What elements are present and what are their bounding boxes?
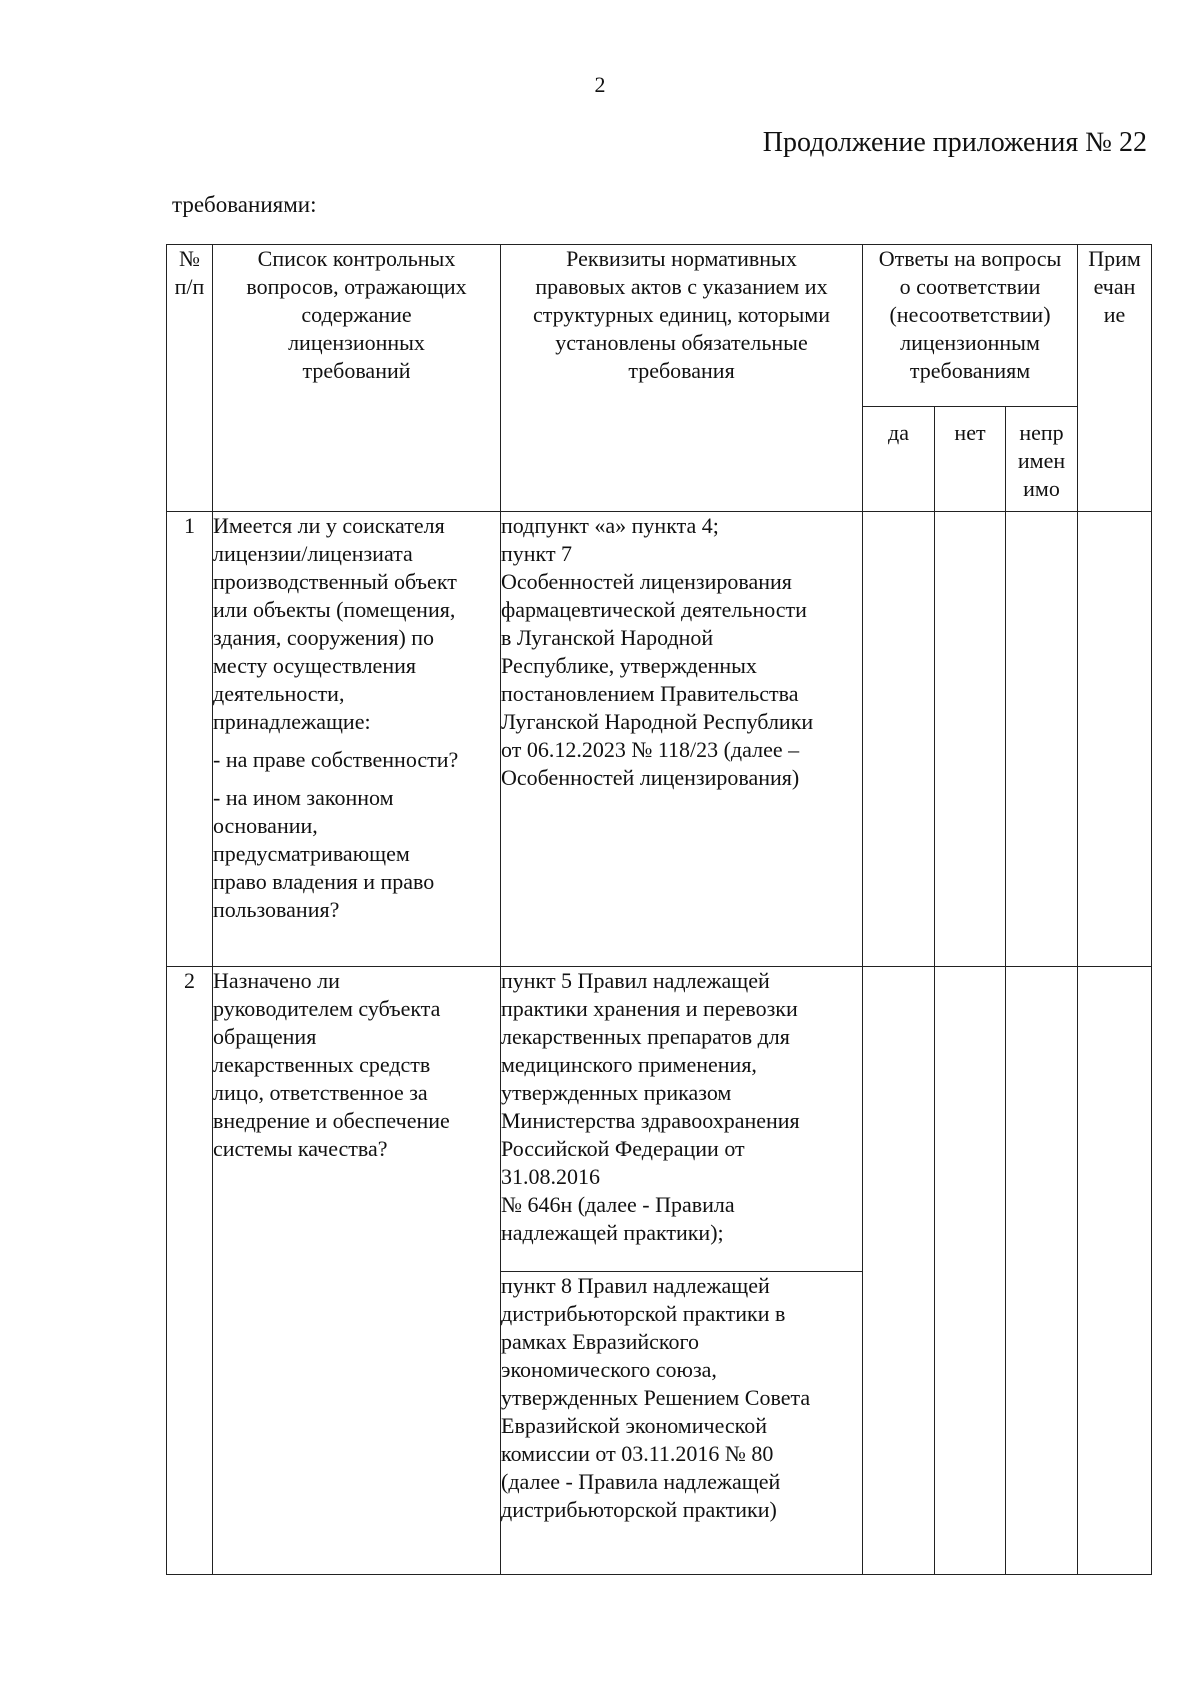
answer-na-cell[interactable] bbox=[1006, 512, 1078, 967]
intro-text: требованиями: bbox=[172, 192, 317, 217]
text-line: пользования? bbox=[213, 897, 340, 922]
header-na bbox=[1006, 407, 1078, 512]
text-line: № bbox=[179, 246, 200, 271]
text-line: подпункт «а» пункта 4; bbox=[501, 513, 719, 538]
text-line: Министерства здравоохранения bbox=[501, 1108, 800, 1133]
row-reference bbox=[501, 967, 863, 1272]
text-line: лекарственных средств bbox=[213, 1052, 431, 1077]
answer-na-cell[interactable] bbox=[1006, 967, 1078, 1575]
text-line: непр bbox=[1019, 420, 1064, 445]
text-line: Реквизиты нормативных bbox=[566, 246, 797, 271]
text-line: о соответствии bbox=[899, 274, 1041, 299]
text-line: Республике, утвержденных bbox=[501, 653, 757, 678]
text-line: руководителем субъекта bbox=[213, 996, 441, 1021]
text-line: рамках Евразийского bbox=[501, 1329, 699, 1354]
note-cell[interactable] bbox=[1078, 512, 1152, 967]
text-line: п/п bbox=[174, 274, 205, 299]
header-no: нет bbox=[935, 407, 1006, 512]
text-line: содержание bbox=[301, 302, 412, 327]
question-option bbox=[213, 746, 500, 774]
text-line: принадлежащие: bbox=[213, 709, 371, 734]
header-questions bbox=[213, 245, 501, 512]
text-line: пункт 7 bbox=[501, 541, 573, 566]
text-line: Особенностей лицензирования bbox=[501, 569, 792, 594]
text-line: дистрибьюторской практики в bbox=[501, 1301, 786, 1326]
text-line: Российской Федерации от bbox=[501, 1136, 745, 1161]
text-line: Ответы на вопросы bbox=[878, 246, 1062, 271]
text-line: имо bbox=[1023, 476, 1060, 501]
text-line: утвержденных Решением Совета bbox=[501, 1385, 811, 1410]
appendix-title: Продолжение приложения № 22 bbox=[762, 127, 1147, 158]
text-line: ие bbox=[1103, 302, 1126, 327]
text-line: 31.08.2016 bbox=[501, 1164, 600, 1189]
text-line: требования bbox=[628, 358, 735, 383]
text-line: лекарственных препаратов для bbox=[501, 1024, 790, 1049]
answer-no-cell[interactable] bbox=[935, 512, 1006, 967]
text-line: предусматривающем bbox=[213, 841, 410, 866]
text-line: обращения bbox=[213, 1024, 317, 1049]
text-line: (далее - Правила надлежащей bbox=[501, 1469, 781, 1494]
table-row bbox=[167, 512, 1152, 967]
text-line: системы качества? bbox=[213, 1136, 388, 1161]
row-question bbox=[213, 512, 501, 967]
text-line: установлены обязательные bbox=[555, 330, 808, 355]
table-row bbox=[167, 967, 1152, 1272]
text-line: требований bbox=[302, 358, 411, 383]
text-line: медицинского применения, bbox=[501, 1052, 757, 1077]
text-line: фармацевтической деятельности bbox=[501, 597, 807, 622]
text-line: структурных единиц, которыми bbox=[533, 302, 830, 327]
text-line: постановлением Правительства bbox=[501, 681, 799, 706]
text-line: право владения и право bbox=[213, 869, 435, 894]
note-cell[interactable] bbox=[1078, 967, 1152, 1575]
header-refs bbox=[501, 245, 863, 512]
text-line: или объекты (помещения, bbox=[213, 597, 456, 622]
row-question bbox=[213, 967, 501, 1575]
text-line: ечан bbox=[1093, 274, 1136, 299]
answer-no-cell[interactable] bbox=[935, 967, 1006, 1575]
text-line: комиссии от 03.11.2016 № 80 bbox=[501, 1441, 774, 1466]
text-line: Евразийской экономической bbox=[501, 1413, 767, 1438]
row-reference bbox=[501, 1272, 863, 1575]
question-option bbox=[213, 784, 500, 924]
text-line: Луганской Народной Республики bbox=[501, 709, 814, 734]
text-line: Имеется ли у соискателя bbox=[213, 513, 445, 538]
text-line: практики хранения и перевозки bbox=[501, 996, 798, 1021]
page-number: 2 bbox=[594, 72, 606, 97]
text-line: Прим bbox=[1088, 246, 1141, 271]
text-line: Назначено ли bbox=[213, 968, 340, 993]
header-answers bbox=[863, 245, 1078, 407]
text-line: деятельности, bbox=[213, 681, 345, 706]
text-line: Особенностей лицензирования) bbox=[501, 765, 800, 790]
text-line: - на ином законном bbox=[213, 785, 394, 810]
text-line: внедрение и обеспечение bbox=[213, 1108, 450, 1133]
row-number: 1 bbox=[167, 512, 213, 967]
text-line: надлежащей практики); bbox=[501, 1220, 724, 1245]
answer-yes-cell[interactable] bbox=[863, 967, 935, 1575]
text-line: № 646н (далее - Правила bbox=[501, 1192, 735, 1217]
text-line: лицензионных bbox=[288, 330, 425, 355]
checklist-table bbox=[166, 244, 1152, 1575]
text-line: - на праве собственности? bbox=[213, 747, 459, 772]
text-line: правовых актов с указанием их bbox=[535, 274, 828, 299]
text-line: лицензии/лицензиата bbox=[213, 541, 413, 566]
row-number: 2 bbox=[167, 967, 213, 1575]
text-line: пункт 5 Правил надлежащей bbox=[501, 968, 770, 993]
text-line: производственный объект bbox=[213, 569, 457, 594]
text-line: в Луганской Народной bbox=[501, 625, 714, 650]
text-line: экономического союза, bbox=[501, 1357, 717, 1382]
text-line: имен bbox=[1017, 448, 1066, 473]
answer-yes-cell[interactable] bbox=[863, 512, 935, 967]
text-line: здания, сооружения) по bbox=[213, 625, 435, 650]
header-num bbox=[167, 245, 213, 512]
text-line: основании, bbox=[213, 813, 318, 838]
text-line: требованиям bbox=[909, 358, 1031, 383]
question-main bbox=[213, 512, 500, 736]
row-reference bbox=[501, 512, 863, 967]
text-line: лицензионным bbox=[900, 330, 1040, 355]
text-line: лицо, ответственное за bbox=[213, 1080, 428, 1105]
text-line: дистрибьюторской практики) bbox=[501, 1497, 777, 1522]
text-line: от 06.12.2023 № 118/23 (далее – bbox=[501, 737, 800, 762]
header-row bbox=[167, 245, 1152, 407]
text-line: пункт 8 Правил надлежащей bbox=[501, 1273, 770, 1298]
text-line: месту осуществления bbox=[213, 653, 416, 678]
header-yes: да bbox=[863, 407, 935, 512]
text-line: вопросов, отражающих bbox=[246, 274, 467, 299]
text-line: Список контрольных bbox=[257, 246, 456, 271]
text-line: (несоответствии) bbox=[889, 302, 1051, 327]
text-line: утвержденных приказом bbox=[501, 1080, 732, 1105]
header-note bbox=[1078, 245, 1152, 512]
